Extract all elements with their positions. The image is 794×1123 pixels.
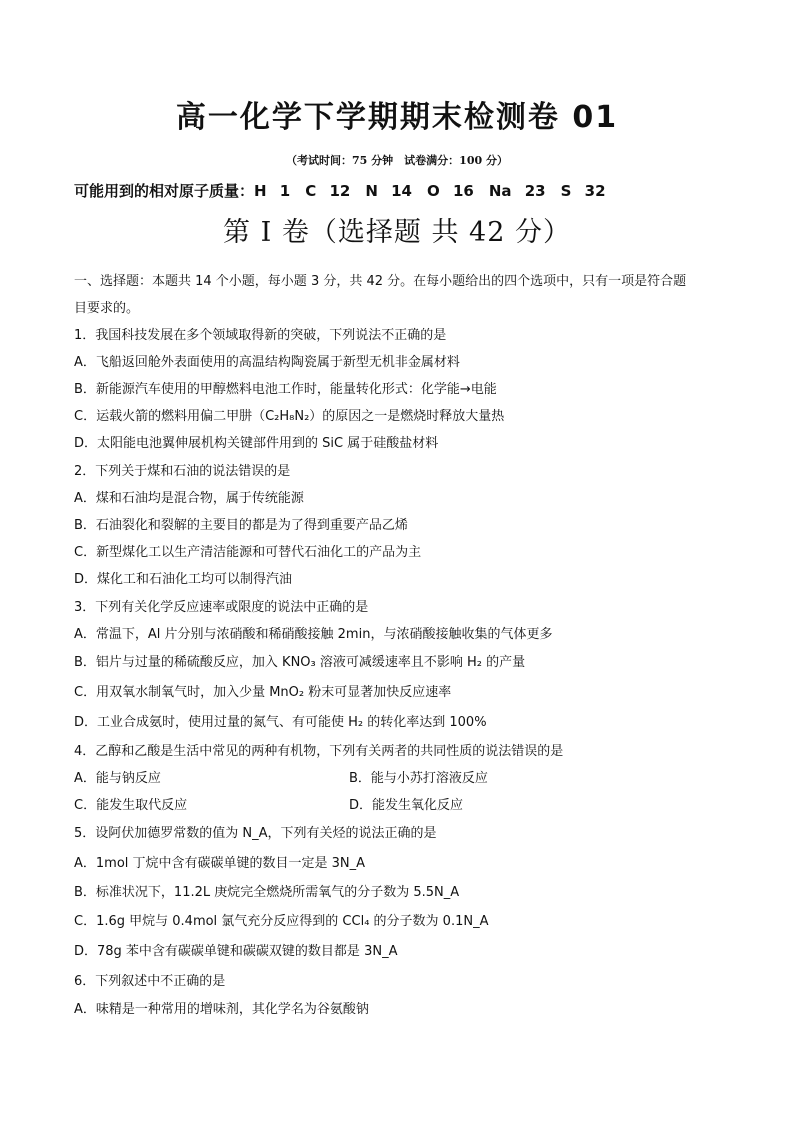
- question-1-option-d: D．太阳能电池翼伸展机构关键部件用到的 SiC 属于硅酸盐材料: [74, 436, 439, 451]
- question-3-option-d: D．工业合成氨时，使用过量的氮气、有可能使 H₂ 的转化率达到 100%: [74, 715, 487, 730]
- question-5-option-b: B．标准状况下，11.2L 庚烷完全燃烧所需氧气的分子数为 5.5N_A: [74, 885, 460, 900]
- question-6-option-a: A．味精是一种常用的增味剂，其化学名为谷氨酸钠: [74, 1002, 369, 1017]
- section-title: 第 I 卷（选择题 共 42 分）: [223, 217, 571, 248]
- atomic-masses-values: H 1 C 12 N 14 O 16 Na 23 S 32: [254, 182, 606, 200]
- question-3-option-a: A．常温下，Al 片分别与浓硝酸和稀硝酸接触 2min，与浓硝酸接触收集的气体更多: [74, 627, 553, 642]
- question-5-option-c: C．1.6g 甲烷与 0.4mol 氯气充分反应得到的 CCl₄ 的分子数为 0.1N_A: [74, 914, 489, 929]
- question-1-stem: 1．我国科技发展在多个领域取得新的突破，下列说法不正确的是: [74, 328, 447, 343]
- question-4-option-b: B．能与小苏打溶液反应: [349, 771, 488, 786]
- instructions-line-2: 目要求的。: [74, 301, 140, 316]
- question-5-option-a: A．1mol 丁烷中含有碳碳单键的数目一定是 3N_A: [74, 856, 366, 871]
- question-3-option-c: C．用双氧水制氧气时，加入少量 MnO₂ 粉末可显著加快反应速率: [74, 685, 452, 700]
- exam-title: 高一化学下学期期末检测卷 01: [175, 100, 619, 135]
- question-2-option-d: D．煤化工和石油化工均可以制得汽油: [74, 572, 293, 587]
- question-6-stem: 6．下列叙述中不正确的是: [74, 974, 226, 989]
- question-4-stem: 4．乙醇和乙酸是生活中常见的两种有机物，下列有关两者的共同性质的说法错误的是: [74, 744, 564, 759]
- question-1-option-c: C．运载火箭的燃料用偏二甲肼（C₂H₈N₂）的原因之一是燃烧时释放大量热: [74, 409, 505, 424]
- question-2-option-b: B．石油裂化和裂解的主要目的都是为了得到重要产品乙烯: [74, 518, 408, 533]
- question-5-option-d: D．78g 苯中含有碳碳单键和碳碳双键的数目都是 3N_A: [74, 944, 398, 959]
- exam-info: （考试时间：75 分钟 试卷满分：100 分）: [286, 154, 508, 167]
- question-1-option-b: B．新能源汽车使用的甲醇燃料电池工作时，能量转化形式：化学能→电能: [74, 382, 497, 397]
- atomic-masses: [74, 180, 606, 201]
- question-4-option-d: D．能发生氧化反应: [349, 798, 464, 813]
- atomic-masses-label: 可能用到的相对原子质量：: [74, 182, 255, 200]
- question-1-option-a: A．飞船返回舱外表面使用的高温结构陶瓷属于新型无机非金属材料: [74, 355, 460, 370]
- question-3-option-b: B．铝片与过量的稀硫酸反应，加入 KNO₃ 溶液可减缓速率且不影响 H₂ 的产量: [74, 655, 526, 670]
- question-4-option-c: C．能发生取代反应: [74, 798, 188, 813]
- question-3-stem: 3．下列有关化学反应速率或限度的说法中正确的是: [74, 600, 369, 615]
- question-5-stem: 5．设阿伏加德罗常数的值为 N_A，下列有关烃的说法正确的是: [74, 826, 437, 841]
- question-2-option-a: A．煤和石油均是混合物，属于传统能源: [74, 491, 304, 506]
- question-4-option-a: A．能与钠反应: [74, 771, 161, 786]
- instructions-line-1: 一、选择题：本题共 14 个小题，每小题 3 分，共 42 分。在每小题给出的四个选项中，只有一项是符合题: [74, 274, 687, 289]
- question-2-option-c: C．新型煤化工以生产清洁能源和可替代石油化工的产品为主: [74, 545, 422, 560]
- question-2-stem: 2．下列关于煤和石油的说法错误的是: [74, 464, 291, 479]
